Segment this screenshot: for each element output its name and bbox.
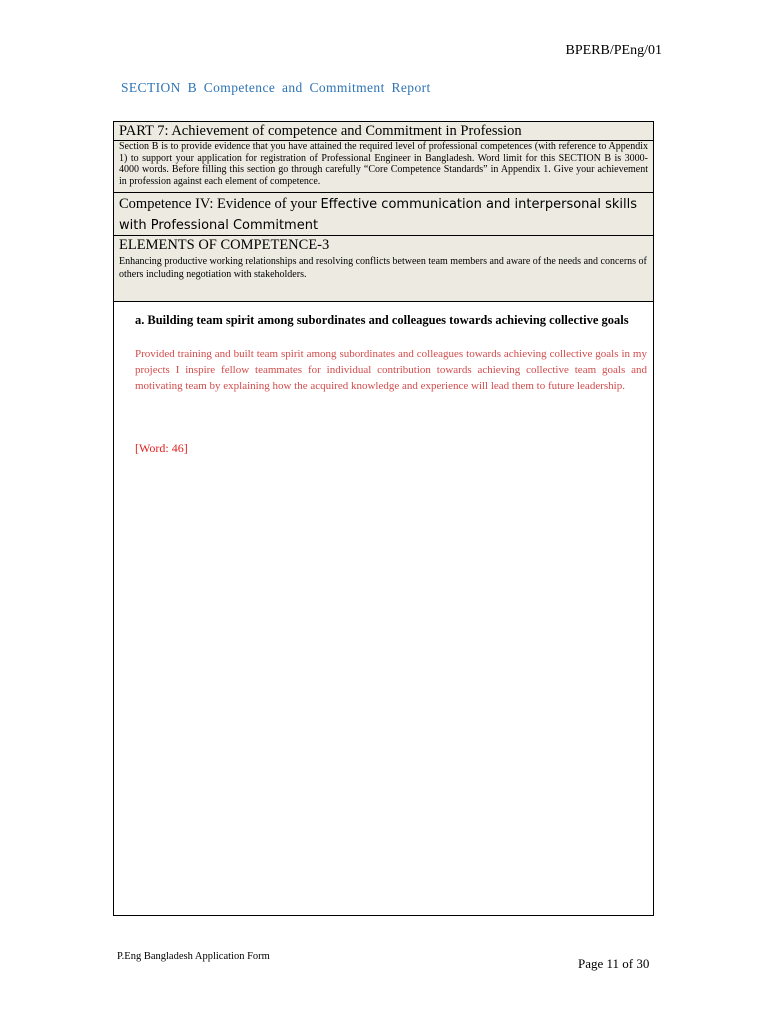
part-title: PART 7: Achievement of competence and Commitment in Profession [114,122,653,141]
footer-page-number: Page 11 of 30 [578,956,650,971]
competence-heading [114,193,653,236]
item-letter: a. [135,313,145,327]
document-code: BPERB/PEng/01 [565,43,662,58]
part-block [114,122,653,193]
element-description: Enhancing productive working relationships and resolving conflicts between team members and aware of the needs and concerns of others including negotiation with stakeholders. [119,256,647,280]
form-box [113,121,654,916]
item-heading [135,313,629,328]
element-block [114,236,653,302]
answer-text[interactable]: Provided training and built team spirit among subordinates and colleagues towards achieving collective goals in my projects I inspire fellow teammates for individual contribution towards achieving collective team goals and motivating team by explaining how the acquired knowledge and experience will lead them to future leadership. [135,348,647,392]
part-instructions: Section B is to provide evidence that you have attained the required level of professional competences (with reference to Appendix 1) to support your application for registration of Professional Engineer in Bangladesh. Word limit for this SECTION B is 3000-4000 words. Before filling this section go through carefully “Core Competence Standards” in Appendix 1. Give your achievement in profession against each element of competence. [119,141,648,188]
element-heading: ELEMENTS OF COMPETENCE-3 [119,237,330,253]
word-count: [Word: 46] [135,441,188,455]
section-title: SECTION B Competence and Commitment Report [121,80,431,95]
competence-title: Effective communication and interpersonal skills with Professional Commitment [119,197,638,233]
competence-prefix: Competence IV: Evidence of your [119,196,321,212]
item-heading-text: Building team spirit among subordinates and colleagues towards achieving collective goals [147,313,629,327]
footer-form-name: P.Eng Bangladesh Application Form [117,951,270,962]
